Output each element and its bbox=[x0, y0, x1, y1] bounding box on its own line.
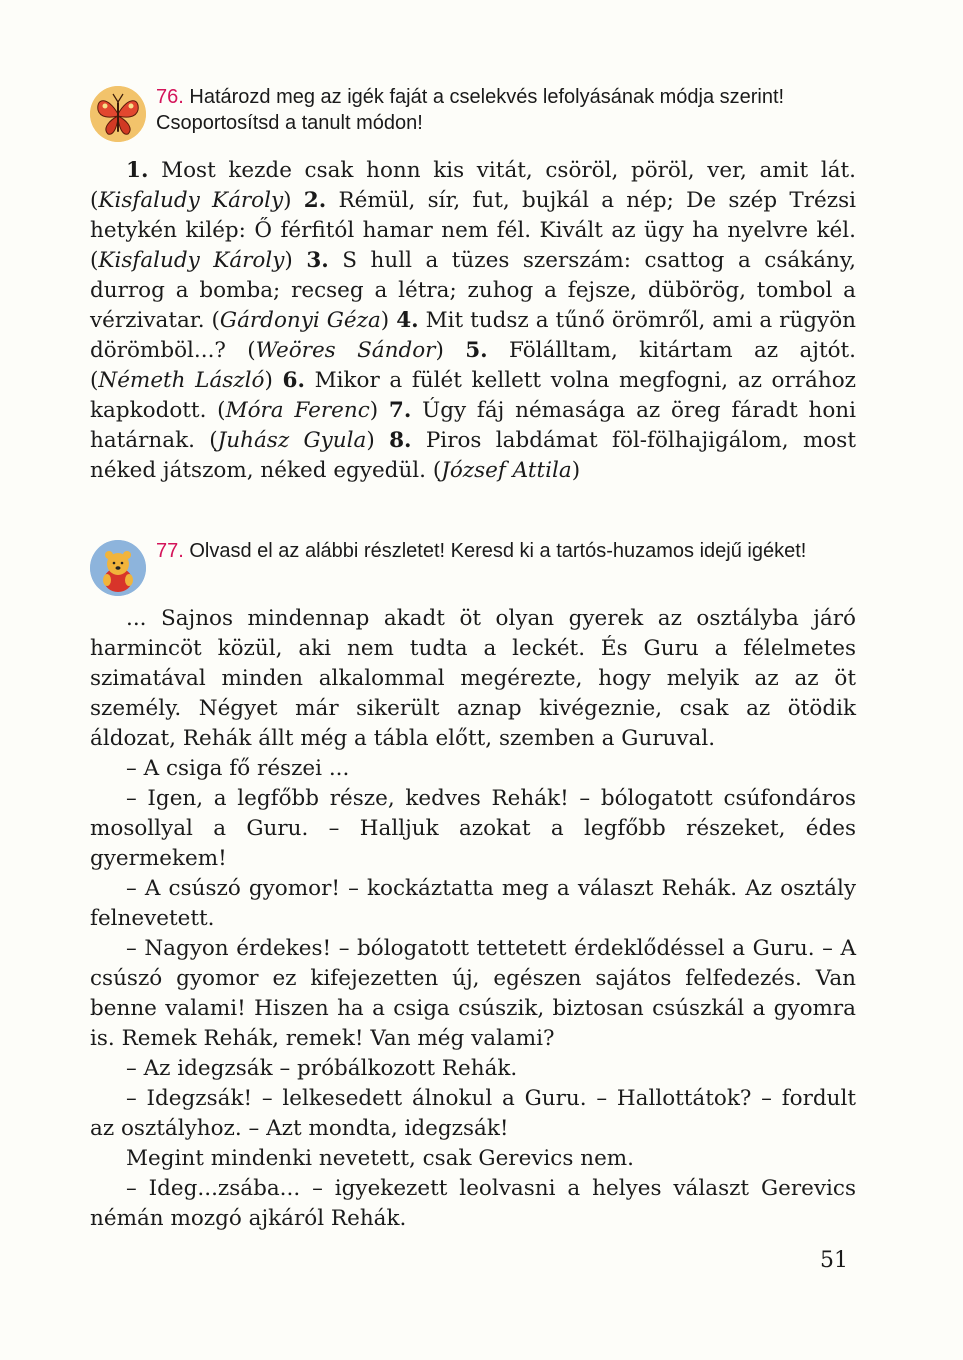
butterfly-icon bbox=[90, 86, 146, 142]
excerpt-paragraph: – Igen, a legfőbb része, kedves Rehák! – bólogatott csúfondáros mosollyal a Guru. – Halljuk azokat a legfőbb részeket, édes gyermekem! bbox=[90, 786, 856, 871]
sentence-number: 6. bbox=[282, 368, 305, 393]
task-77-instruction bbox=[156, 538, 870, 564]
excerpt-paragraph: ... Sajnos mindennap akadt öt olyan gyerek az osztályba járó harmincöt közül, aki nem tudta a leckét. És Guru a félelmetes szimatával minden alkalommal megérezte, hogy melyik az az öt személy. Négyet már sikerült aznap kivégeznie, csak az ötödik áldozat, Rehák állt még a tábla előtt, szemben a Guruval. bbox=[90, 606, 856, 751]
closing-paren: ) bbox=[380, 308, 397, 333]
closing-paren: ) bbox=[366, 428, 390, 453]
instruction-text: Olvasd el az alábbi részletet! Keresd ki a tartós-huzamos idejű igéket! bbox=[189, 540, 807, 562]
closing-paren: ) bbox=[284, 248, 307, 273]
closing-paren: ) bbox=[435, 338, 466, 363]
author-name: Gárdonyi Géza bbox=[219, 308, 381, 333]
sentence-text: Piros labdámat föl-fölhajigálom, most néked játszom, néked egyedül. ( bbox=[90, 428, 856, 483]
sentence-text: Rémül, sír, fut, bujkál a nép; De szép Trézsi hetykén kilép: Ő férfitól hamar nem fél. Kivált az ügy ha nyelvre kél. ( bbox=[90, 188, 856, 273]
sentence-number: 4. bbox=[396, 308, 419, 333]
bear-icon bbox=[90, 540, 146, 596]
sentence-number: 1. bbox=[126, 158, 149, 183]
author-name: Kisfaludy Károly bbox=[98, 188, 284, 213]
author-name: József Attila bbox=[441, 458, 572, 483]
sentence-text: Fölálltam, kitártam az ajtót. ( bbox=[90, 338, 856, 393]
sentence-text: S hull a tüzes szerszám: csattog a csákány, durrog a bomba; recseg a létra; zuhog a fejsze, dübörög, tombol a vérzivatar. ( bbox=[90, 248, 856, 333]
sentence-number: 8. bbox=[389, 428, 412, 453]
closing-paren: ) bbox=[369, 398, 389, 423]
excerpt-paragraph: – A csiga fő részei ... bbox=[126, 756, 350, 781]
closing-paren: ) bbox=[571, 458, 581, 483]
author-name: Juhász Gyula bbox=[217, 428, 367, 453]
sentence-number: 3. bbox=[306, 248, 329, 273]
sentence-text: Mit tudsz a tűnő örömről, ami a rügyön dörömböl...? ( bbox=[90, 308, 856, 363]
task-76-instruction bbox=[156, 84, 870, 136]
exercise-76-paragraph bbox=[90, 156, 856, 486]
page-number: 51 bbox=[820, 1248, 848, 1273]
sentence-number: 2. bbox=[303, 188, 327, 213]
author-name: Weöres Sándor bbox=[255, 338, 436, 363]
sentence-text: Mikor a fülét kellett volna megfogni, az orrához kapkodott. ( bbox=[90, 368, 856, 423]
author-name: Kisfaludy Károly bbox=[98, 248, 285, 273]
closing-paren: ) bbox=[283, 188, 304, 213]
excerpt-paragraph: – Ideg...zsába... – igyekezett leolvasni a helyes választ Gerevics némán mozgó ajkáról Rehák. bbox=[90, 1176, 856, 1231]
exercise-77-text bbox=[90, 604, 856, 1234]
excerpt-paragraph: Megint mindenki nevetett, csak Gerevics nem. bbox=[126, 1146, 635, 1171]
sentence-number: 7. bbox=[388, 398, 412, 423]
task-number: 77. bbox=[156, 540, 184, 562]
author-name: Németh László bbox=[98, 368, 265, 393]
excerpt-paragraph: – Az idegzsák – próbálkozott Rehák. bbox=[126, 1056, 518, 1081]
excerpt-paragraph: – Idegzsák! – lelkesedett álnokul a Guru. – Hallottátok? – fordult az osztályhoz. – Azt mondta, idegzsák! bbox=[90, 1086, 856, 1141]
sentence-text: Úgy fáj némasága az öreg fáradt honi határnak. ( bbox=[90, 398, 856, 453]
sentence-number: 5. bbox=[465, 338, 488, 363]
closing-paren: ) bbox=[264, 368, 283, 393]
sentence-text: Most kezde csak honn kis vitát, csöröl, pöröl, ver, amit lát. ( bbox=[90, 158, 856, 213]
task-number: 76. bbox=[156, 86, 184, 108]
author-name: Móra Ferenc bbox=[225, 398, 370, 423]
excerpt-paragraph: – A csúszó gyomor! – kockáztatta meg a választ Rehák. Az osztály felnevetett. bbox=[90, 876, 856, 931]
instruction-text: Határozd meg az igék faját a cselekvés lefolyásának módja szerint! Csoportosítsd a tanult módon! bbox=[156, 86, 785, 134]
exercise-76-text bbox=[90, 156, 856, 486]
excerpt-paragraph: – Nagyon érdekes! – bólogatott tettetett érdeklődéssel a Guru. – A csúszó gyomor ez kifejezetten új, egészen sajátos felfedezés. Van benne valami! Hiszen ha a csiga csúszik, biztosan csúszkál a gyomra is. Remek Rehák, remek! Van még valami? bbox=[90, 936, 856, 1051]
